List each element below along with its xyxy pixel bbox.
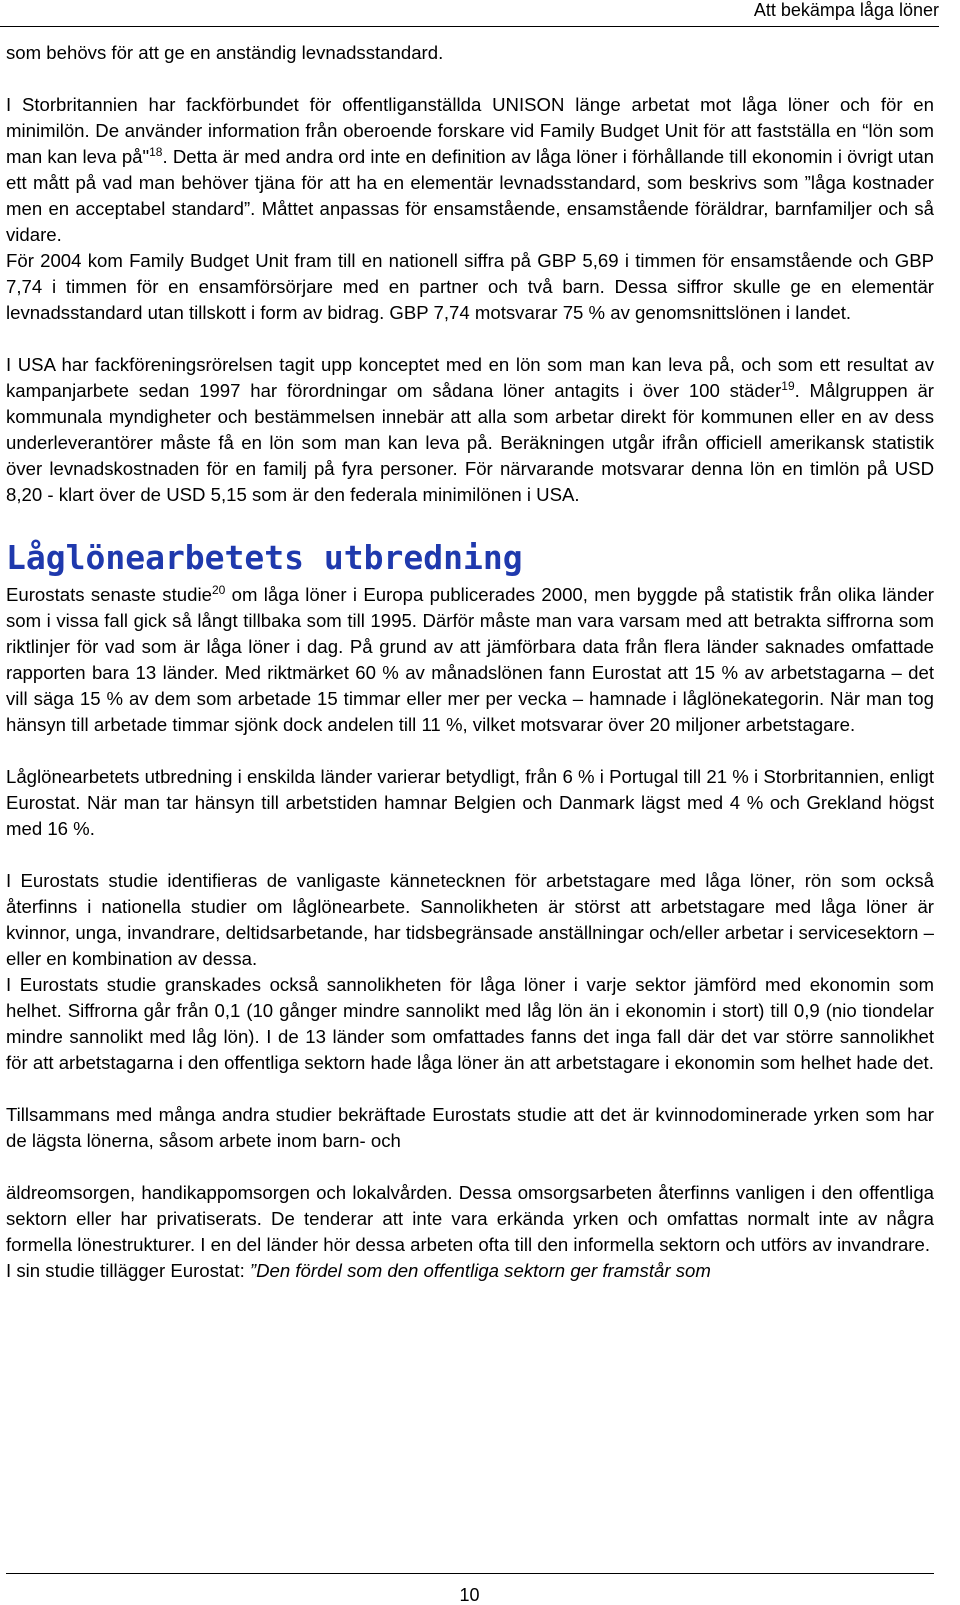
footer-rule <box>6 1573 934 1574</box>
paragraph-gap <box>6 738 934 764</box>
paragraph-care-work: äldreomsorgen, handikappomsorgen och lokalvården. Dessa omsorgsarbeten återfinns vanligen i den offentliga sektorn eller har privatiserats. De tenderar att inte vara erkända yrken och omfattas normalt inte av några formella lönestrukturer. I en del länder hör dessa arbeten ofta till den informella sektorn och utförs av invandrare. <box>6 1182 934 1255</box>
paragraph-unison <box>6 92 934 248</box>
page-number: 10 <box>459 1585 480 1605</box>
paragraph-gap <box>6 1154 934 1180</box>
paragraph-gap <box>6 1076 934 1102</box>
paragraph-eurostat-text-b: om låga löner i Europa publicerades 2000, men byggde på statistik från olika länder som i vissa fall gick så långt tillbaka som till 1995. Därför måste man vara varsam med att betrakta siffrorna som riktlinjer för vad som är låga löner i dag. På grund av att jämförbara data från flera länder saknades omfattade rapporten bara 13 länder. Med riktmärket 60 % av månadslönen fann Eurostat att 15 % av arbetstagarna – det vill säga 15 % av dem som arbetade 15 timmar eller mer per vecka – hamnade i låglönekategorin. När man tog hänsyn till arbetade timmar sjönk dock andelen till 11 %, vilket motsvarar över 20 miljoner arbetstagare. <box>6 584 934 735</box>
running-header <box>0 0 939 27</box>
footnote-ref-19[interactable]: 19 <box>781 379 795 393</box>
section-heading: Låglönearbetets utbredning <box>6 538 523 577</box>
paragraph-intro: som behövs för att ge en anständig levnadsstandard. <box>6 42 444 63</box>
quote-intro: I sin studie tillägger Eurostat: <box>6 1260 250 1281</box>
paragraph-eurostat-study <box>6 582 934 738</box>
page-body <box>6 40 934 1284</box>
paragraph-characteristics: I Eurostats studie identifieras de vanligaste kännetecknen för arbetstagare med låga löner, rön som också återfinns i nationella studier om låglönearbete. Sannolikheten är störst att arbetstagare med låga löner är kvinnor, unga, invandrare, deltidsarbetande, har tidsbegränsade anställningar och/eller arbetar i servicesektorn – eller en kombination av dessa. <box>6 870 934 969</box>
paragraph-country-variation: Låglönearbetets utbredning i enskilda länder varierar betydligt, från 6 % i Portugal till 21 % i Storbritannien, enligt Eurostat. När man tar hänsyn till arbetstiden hamnar Belgien och Danmark lägst med 4 % och Grekland högst med 16 %. <box>6 766 934 839</box>
paragraph-gap <box>6 842 934 868</box>
paragraph-eurostat-quote <box>6 1258 934 1284</box>
footnote-ref-20[interactable]: 20 <box>211 583 226 597</box>
paragraph-gap <box>6 66 934 92</box>
paragraph-family-budget: För 2004 kom Family Budget Unit fram till en nationell siffra på GBP 5,69 i timmen för ensamstående och GBP 7,74 i timmen för en ensamförsörjare med en partner och två barn. Dessa siffror skulle ge en elementär levnadsstandard utan tillskott i form av bidrag. GBP 7,74 motsvarar 75 % av genomsnittslönen i landet. <box>6 250 934 323</box>
quote-text: ”Den fördel som den offentliga sektorn ger framstår som <box>249 1260 711 1281</box>
paragraph-female-dominated: Tillsammans med många andra studier bekräftade Eurostats studie att det är kvinnodominerade yrken som har de lägsta lönerna, såsom arbete inom barn- och <box>6 1104 934 1151</box>
paragraph-sector-probability: I Eurostats studie granskades också sannolikheten för låga löner i varje sektor jämförd med ekonomin som helhet. Siffrorna går från 0,1 (10 gånger mindre sannolikt med låg lön än i ekonomin i stort) till 0,9 (nio tiondelar mindre sannolikt med låg lön). I de 13 länder som omfattades fanns det inga fall där det var större sannolikhet för att arbetstagarna i den offentliga sektorn hade låga löner än att arbetstagare i ekonomin som helhet hade det. <box>6 974 934 1073</box>
paragraph-unison-text-b: . Detta är med andra ord inte en definition av låga löner i förhållande till ekonomin i övrigt utan ett mått på vad man behöver tjäna för att ha en elementär levnadsstandard, som beskrivs som ”låga kostnader men en acceptabel standard”. Måttet anpassas för ensamstående, ensamstående föräldrar, barnfamiljer och så vidare. <box>6 146 934 245</box>
paragraph-eurostat-text-a: Eurostats senaste studie <box>6 584 212 605</box>
paragraph-usa <box>6 352 934 508</box>
footnote-ref-18[interactable]: 18 <box>149 145 163 159</box>
paragraph-usa-text-b: . Målgruppen är kommunala myndigheter och bestämmelsen innebär att alla som arbetar direkt för kommunen eller en av dess underleverantörer måste få en lön som man kan leva på. Beräkningen utgår ifrån officiell amerikansk statistik över levnadskostnaden för en familj på fyra personer. För närvarande motsvarar denna lön en timlön på USD 8,20 - klart över de USD 5,15 som är den federala minimilönen i USA. <box>6 380 934 505</box>
paragraph-usa-text-a: I USA har fackföreningsrörelsen tagit upp konceptet med en lön som man kan leva på, och som ett resultat av kampanjarbete sedan 1997 har förordningar om sådana löner antagits i över 100 städer <box>6 354 934 401</box>
paragraph-gap <box>6 326 934 352</box>
paragraph-unison-text-a: I Storbritannien har fackförbundet för offentliganställda UNISON länge arbetat mot låga löner och för en minimilön. De använder information från oberoende forskare vid Family Budget Unit för att fastställa en “lön som man kan leva på" <box>6 94 934 167</box>
running-title: Att bekämpa låga löner <box>753 0 939 20</box>
